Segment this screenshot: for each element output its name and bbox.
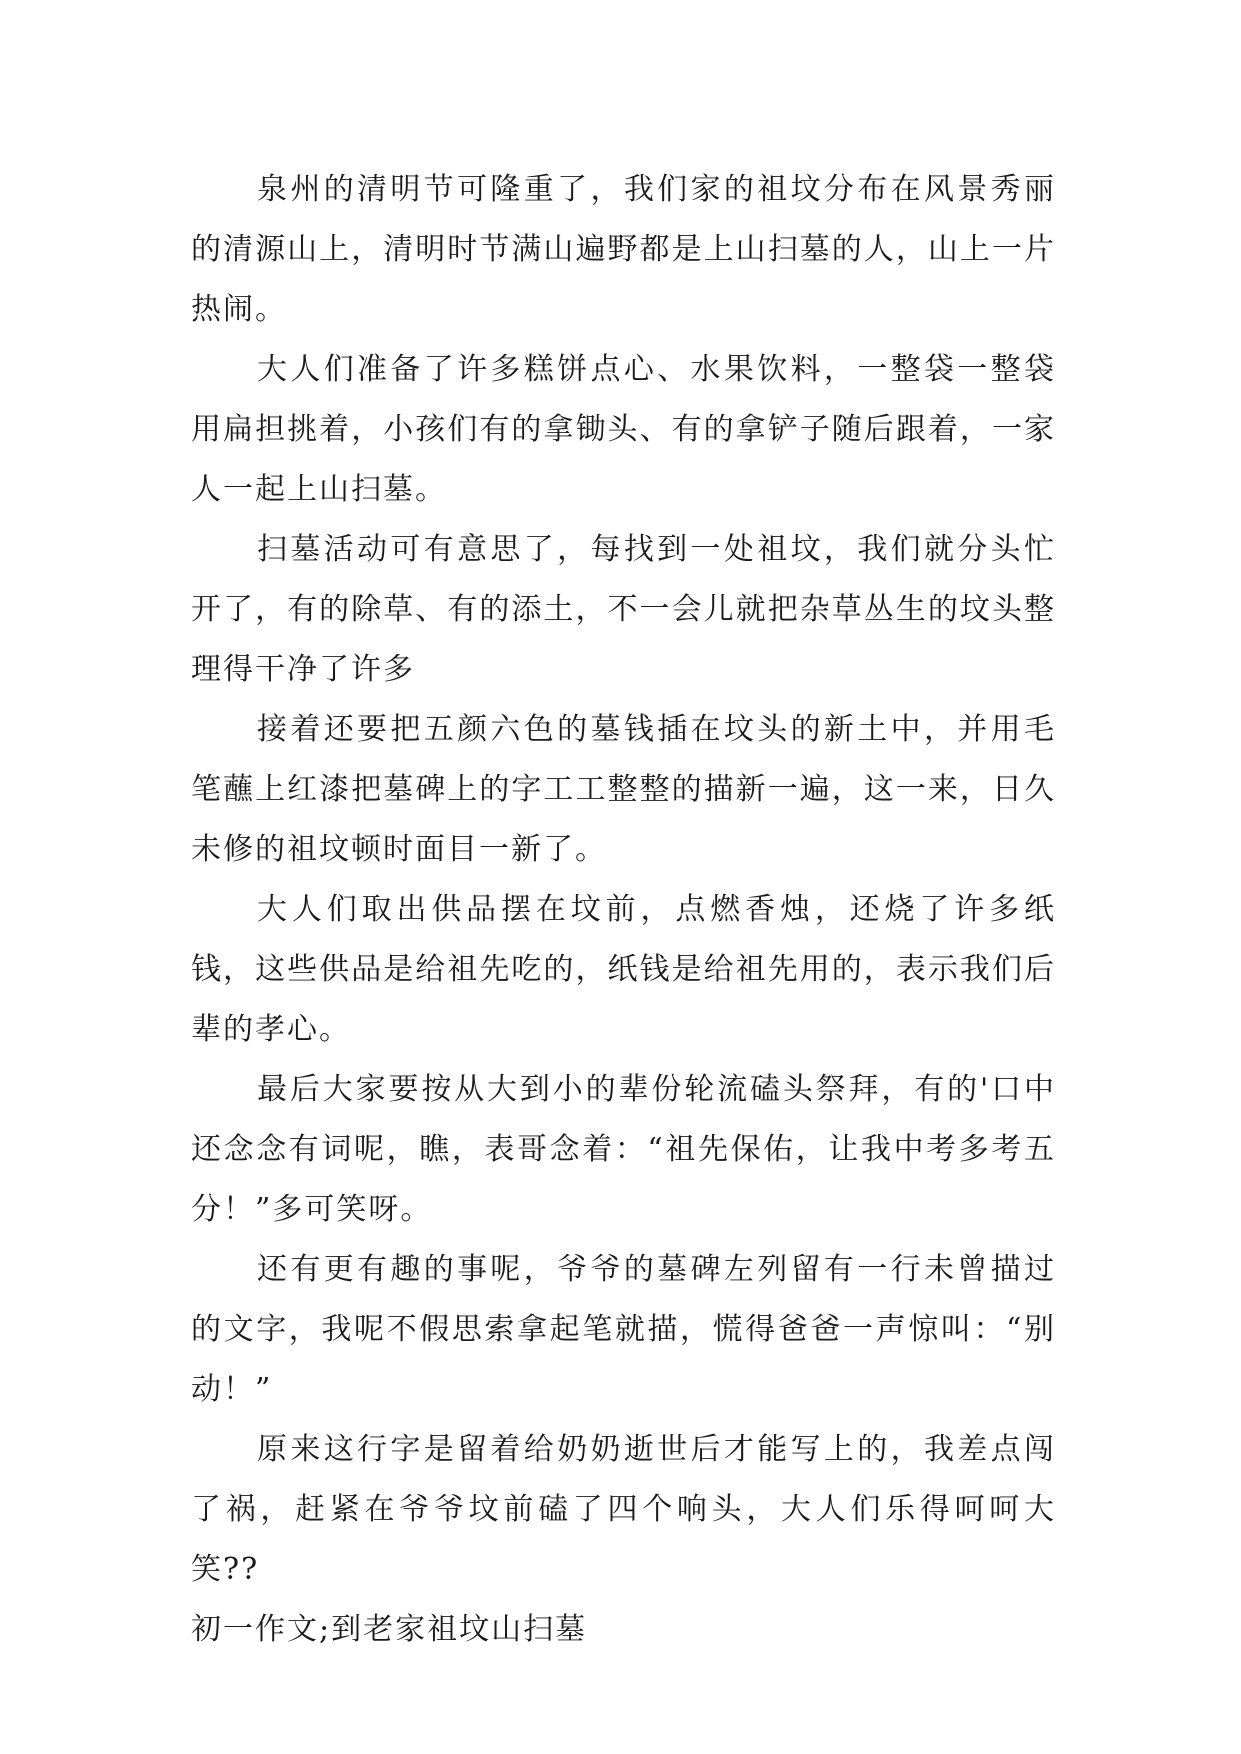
paragraph-3: 扫墓活动可有意思了，每找到一处祖坟，我们就分头忙开了，有的除草、有的添土，不一会儿就把杂草丛生的坟头整理得干净了许多 [191,532,1056,687]
footer-title-line: 初一作文;到老家祖坟山扫墓 [191,1612,588,1647]
paragraph-5: 大人们取出供品摆在坟前，点燃香烛，还烧了许多纸钱，这些供品是给祖先吃的，纸钱是给祖先用的，表示我们后辈的孝心。 [191,892,1056,1047]
paragraph-4: 接着还要把五颜六色的墓钱插在坟头的新土中，并用毛笔蘸上红漆把墓碑上的字工工整整的描新一遍，这一来，日久未修的祖坟顿时面目一新了。 [191,712,1056,867]
paragraph-1: 泉州的清明节可隆重了，我们家的祖坟分布在风景秀丽的清源山上，清明时节满山遍野都是上山扫墓的人，山上一片热闹。 [191,172,1056,327]
paragraph-2: 大人们准备了许多糕饼点心、水果饮料，一整袋一整袋用扁担挑着，小孩们有的拿锄头、有的拿铲子随后跟着，一家人一起上山扫墓。 [191,352,1056,507]
paragraph-8: 原来这行字是留着给奶奶逝世后才能写上的，我差点闯了祸，赶紧在爷爷坟前磕了四个响头，大人们乐得呵呵大笑?? [191,1432,1056,1587]
paragraph-6: 最后大家要按从大到小的辈份轮流磕头祭拜，有的'口中还念念有词呢，瞧，表哥念着：“祖先保佑，让我中考多考五分！”多可笑呀。 [191,1072,1056,1227]
document-body [191,160,1056,1660]
paragraph-7: 还有更有趣的事呢，爷爷的墓碑左列留有一行未曾描过的文字，我呢不假思索拿起笔就描，慌得爸爸一声惊叫：“别动！” [191,1252,1056,1407]
